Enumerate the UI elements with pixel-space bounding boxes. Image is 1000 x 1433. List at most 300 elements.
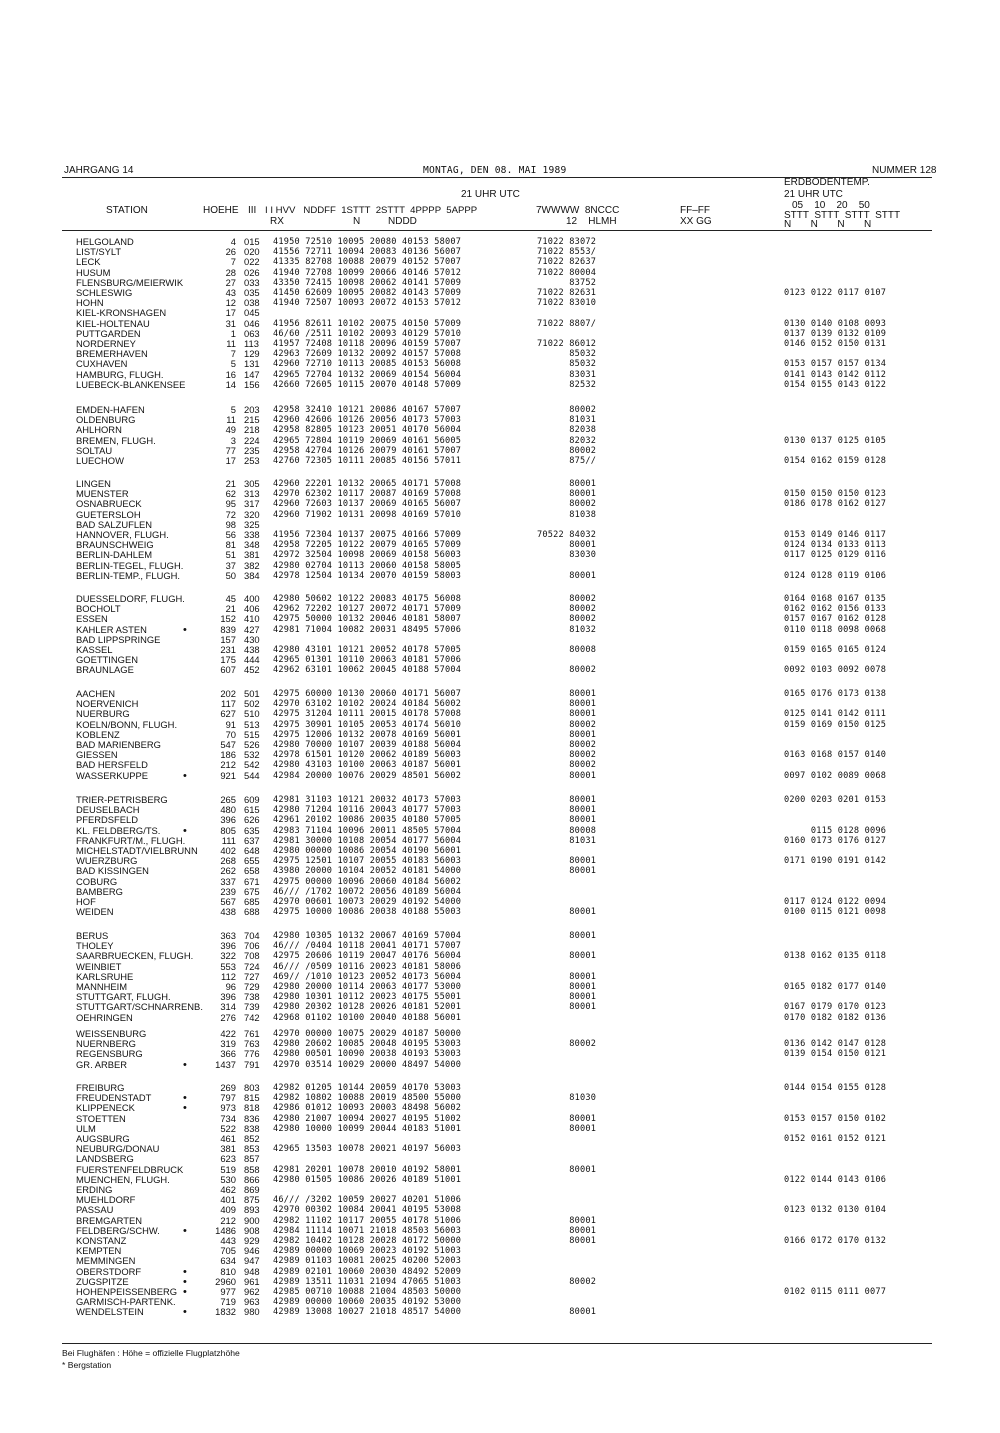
synop-extra: 80001 bbox=[537, 489, 597, 500]
station-name: PUTTGARDEN bbox=[76, 327, 141, 339]
station-name: NUERNBERG bbox=[76, 1038, 136, 1050]
soil-temps: 0130 0137 0125 0105 bbox=[784, 435, 887, 446]
station-id: 947 bbox=[244, 1255, 260, 1267]
synop-groups: 42965 72804 10119 20069 40161 56005 bbox=[273, 435, 462, 446]
soil-temps: 0100 0115 0121 0098 bbox=[784, 907, 887, 918]
synop-groups: 42963 72609 10132 20092 40157 57008 bbox=[273, 349, 462, 360]
station-height: 56 bbox=[225, 529, 236, 540]
table-row bbox=[0, 972, 1000, 982]
station-height: 21 bbox=[225, 478, 236, 489]
station-name: GR. ARBER bbox=[76, 1058, 128, 1070]
synop-groups: 42975 00000 10096 20060 40184 56002 bbox=[273, 876, 462, 887]
table-row bbox=[0, 1124, 1000, 1134]
soil-temps: 0122 0144 0143 0106 bbox=[784, 1174, 887, 1185]
station-id: 156 bbox=[244, 378, 260, 390]
station-height: 462 bbox=[220, 1184, 236, 1195]
station-height: 77 bbox=[225, 444, 236, 456]
synop-extra: 80008 bbox=[537, 645, 597, 655]
synop-extra: 83031 bbox=[537, 369, 597, 380]
station-height: 480 bbox=[220, 804, 236, 816]
table-row bbox=[0, 750, 1000, 760]
synop-groups: 42981 31103 10121 20032 40173 57003 bbox=[273, 795, 462, 805]
station-id: 147 bbox=[244, 368, 260, 380]
station-height: 28 bbox=[225, 266, 236, 278]
station-id: 980 bbox=[244, 1306, 260, 1318]
synop-groups: 42962 63101 10062 20045 40188 57004 bbox=[273, 665, 462, 676]
station-height: 522 bbox=[220, 1122, 236, 1134]
synop-groups: 42980 21007 10094 20027 40195 51002 bbox=[273, 1113, 462, 1124]
soil-temps: 0166 0172 0170 0132 bbox=[784, 1236, 887, 1246]
synop-groups: 42982 11102 10117 20055 40178 51006 bbox=[273, 1215, 462, 1226]
station-id: 026 bbox=[244, 266, 260, 278]
soil-temps: 0200 0203 0201 0153 bbox=[784, 795, 887, 805]
station-id: 761 bbox=[244, 1028, 260, 1039]
synop-groups: 42984 20000 10076 20029 48501 56002 bbox=[273, 770, 462, 781]
station-id: 046 bbox=[244, 317, 260, 329]
time-label: 21 UHR UTC bbox=[461, 189, 520, 200]
station-height: 438 bbox=[220, 906, 236, 918]
table-row bbox=[0, 1246, 1000, 1256]
synop-extra: 80001 bbox=[537, 540, 597, 551]
station-height: 734 bbox=[220, 1112, 236, 1124]
synop-extra: 82532 bbox=[537, 379, 597, 390]
station-name: AACHEN bbox=[76, 688, 116, 699]
station-height: 839 bbox=[220, 623, 236, 635]
synop-extra: 80001 bbox=[537, 951, 597, 962]
synop-groups: 42970 00302 10084 20041 40195 53008 bbox=[273, 1205, 462, 1216]
station-name: GIESSEN bbox=[76, 749, 118, 761]
table-row bbox=[0, 319, 1000, 329]
synop-groups: 46/// /0404 10118 20041 40171 57007 bbox=[273, 941, 462, 952]
station-name: WASSERKUPPE bbox=[76, 769, 149, 781]
synop-groups: 42968 01102 10100 20040 40188 56001 bbox=[273, 1012, 462, 1023]
synop-extra: 80001 bbox=[537, 1164, 597, 1175]
synop-extra: 80002 bbox=[537, 760, 597, 771]
station-id: 382 bbox=[244, 559, 260, 571]
table-row bbox=[0, 380, 1000, 390]
synop-groups: 42980 10301 10112 20023 40175 55001 bbox=[273, 992, 462, 1003]
station-height: 17 bbox=[225, 455, 236, 466]
station-height: 96 bbox=[225, 981, 236, 992]
station-height: 2960 bbox=[215, 1275, 236, 1287]
station-id: 313 bbox=[244, 488, 260, 500]
station-name: BREMEN, FLUGH. bbox=[76, 434, 156, 446]
erd-codes: STTT STTT STTT STTT bbox=[784, 210, 901, 221]
synop-extra: 80001 bbox=[537, 992, 597, 1003]
station-id: 218 bbox=[244, 424, 260, 436]
station-id: 858 bbox=[244, 1163, 260, 1175]
table-row bbox=[0, 1226, 1000, 1236]
station-name: BERLIN-TEMP., FLUGH. bbox=[76, 569, 181, 581]
station-name: ERDING bbox=[76, 1184, 113, 1195]
col-12-hlmh: 12 HLMH bbox=[566, 216, 617, 227]
station-height: 322 bbox=[220, 950, 236, 962]
synop-groups: 42975 10000 10086 20038 40188 55003 bbox=[273, 907, 462, 918]
station-height: 810 bbox=[220, 1265, 236, 1277]
station-height: 276 bbox=[220, 1011, 236, 1023]
station-height: 319 bbox=[220, 1038, 236, 1050]
synop-groups: 41335 82708 10088 20079 40152 57007 bbox=[273, 257, 462, 268]
synop-extra: 85032 bbox=[537, 359, 597, 370]
station-height: 1437 bbox=[215, 1058, 236, 1070]
station-id: 131 bbox=[244, 358, 260, 370]
station-height: 51 bbox=[225, 549, 236, 561]
station-id: 501 bbox=[244, 688, 260, 699]
station-id: 038 bbox=[244, 297, 260, 309]
synop-groups: 42981 30000 10108 20054 40177 56004 bbox=[273, 835, 462, 846]
station-name: NUERBURG bbox=[76, 708, 130, 720]
station-height: 530 bbox=[220, 1173, 236, 1185]
station-height: 705 bbox=[220, 1245, 236, 1257]
station-name: COBURG bbox=[76, 875, 118, 887]
station-id: 515 bbox=[244, 728, 260, 740]
station-height: 7 bbox=[230, 256, 236, 268]
synop-extra: 80002 bbox=[537, 719, 597, 730]
station-name: NORDERNEY bbox=[76, 338, 136, 349]
soil-temps: 0124 0128 0119 0106 bbox=[784, 570, 887, 581]
synop-groups: 42960 72603 10137 20069 40165 56007 bbox=[273, 499, 462, 510]
soil-temps: 0154 0162 0159 0128 bbox=[784, 456, 887, 466]
station-height: 363 bbox=[220, 930, 236, 941]
station-id: 253 bbox=[244, 455, 260, 466]
station-name: KOELN/BONN, FLUGH. bbox=[76, 718, 178, 730]
station-height: 262 bbox=[220, 865, 236, 877]
table-row bbox=[0, 1029, 1000, 1039]
station-id: 648 bbox=[244, 845, 260, 856]
table-row bbox=[0, 866, 1000, 876]
table-row bbox=[0, 257, 1000, 267]
station-height: 45 bbox=[225, 593, 236, 604]
station-name: STOETTEN bbox=[76, 1112, 126, 1124]
table-row bbox=[0, 771, 1000, 781]
station-id: 430 bbox=[244, 633, 260, 645]
table-row bbox=[0, 604, 1000, 614]
soil-temps: 0137 0139 0132 0109 bbox=[784, 328, 887, 339]
station-name: LINGEN bbox=[76, 478, 111, 489]
station-name: BERLIN-DAHLEM bbox=[76, 549, 153, 561]
station-height: 461 bbox=[220, 1133, 236, 1144]
synop-extra: 80001 bbox=[537, 971, 597, 982]
synop-extra: 81032 bbox=[537, 624, 597, 635]
synop-extra: 71022 8807/ bbox=[537, 318, 597, 329]
table-row bbox=[0, 1256, 1000, 1266]
col-station: STATION bbox=[106, 205, 148, 216]
synop-extra: 80002 bbox=[537, 604, 597, 615]
table-row bbox=[0, 1060, 1000, 1070]
table-row bbox=[0, 237, 1000, 247]
synop-groups: 41950 72510 10095 20080 40153 58007 bbox=[273, 237, 462, 247]
table-row bbox=[0, 594, 1000, 604]
station-id: 818 bbox=[244, 1102, 260, 1114]
station-name: OBERSTDORF bbox=[76, 1265, 142, 1277]
station-height: 239 bbox=[220, 885, 236, 897]
table-row bbox=[0, 846, 1000, 856]
table-row bbox=[0, 1013, 1000, 1023]
station-id: 235 bbox=[244, 444, 260, 456]
station-name: BOCHOLT bbox=[76, 603, 121, 615]
station-id: 320 bbox=[244, 508, 260, 520]
synop-extra: 71022 82631 bbox=[537, 288, 597, 298]
station-height: 921 bbox=[220, 769, 236, 781]
station-name: KASSEL bbox=[76, 644, 113, 655]
station-id: 113 bbox=[244, 338, 259, 349]
station-name: BAD MARIENBERG bbox=[76, 739, 161, 750]
station-id: 729 bbox=[244, 981, 260, 992]
station-name: STUTTGART, FLUGH. bbox=[76, 991, 171, 1003]
synop-groups: 42965 13503 10078 20021 40197 56003 bbox=[273, 1144, 462, 1155]
col-xxgg: XX GG bbox=[680, 216, 712, 227]
station-name: BAD HERSFELD bbox=[76, 759, 148, 771]
mountain-station-marker: • bbox=[183, 1102, 187, 1115]
table-row bbox=[0, 349, 1000, 359]
table-row bbox=[0, 1297, 1000, 1307]
station-name: AUGSBURG bbox=[76, 1133, 130, 1144]
footnote-mountain: * Bergstation bbox=[62, 1360, 112, 1370]
synop-extra: 80001 bbox=[537, 1307, 597, 1318]
col-n: N bbox=[353, 216, 361, 227]
synop-extra: 71022 83010 bbox=[537, 298, 597, 309]
synop-groups: 42980 70000 10107 20039 40188 56004 bbox=[273, 740, 462, 750]
station-id: 791 bbox=[244, 1058, 260, 1070]
soil-temps: 0170 0182 0182 0136 bbox=[784, 1012, 887, 1023]
station-name: BRAUNSCHWEIG bbox=[76, 539, 154, 551]
station-height: 269 bbox=[220, 1082, 236, 1093]
station-height: 627 bbox=[220, 708, 236, 720]
station-name: EMDEN-HAFEN bbox=[76, 404, 145, 415]
synop-extra: 80001 bbox=[537, 570, 597, 581]
station-height: 5 bbox=[230, 358, 236, 370]
station-name: BAD KISSINGEN bbox=[76, 865, 149, 877]
station-height: 396 bbox=[220, 940, 236, 952]
station-height: 3 bbox=[230, 434, 236, 446]
station-id: 875 bbox=[244, 1194, 260, 1206]
soil-temps: 0117 0125 0129 0116 bbox=[784, 550, 887, 561]
synop-groups: 42965 01301 10110 20063 40181 57006 bbox=[273, 655, 462, 666]
col-code2: 7WWWW 8NCCC bbox=[536, 205, 620, 216]
table-row bbox=[0, 247, 1000, 257]
station-name: MUENSTER bbox=[76, 488, 129, 500]
synop-groups: 42975 31204 10111 20015 40178 57008 bbox=[273, 709, 462, 720]
synop-extra: 80002 bbox=[537, 445, 597, 456]
station-name: KEMPTEN bbox=[76, 1245, 122, 1257]
station-height: 31 bbox=[225, 317, 236, 329]
synop-extra: 80001 bbox=[537, 907, 597, 918]
station-id: 738 bbox=[244, 991, 260, 1003]
table-row bbox=[0, 308, 1000, 318]
station-id: 929 bbox=[244, 1235, 260, 1246]
mountain-station-marker: • bbox=[183, 1092, 187, 1105]
station-id: 963 bbox=[244, 1296, 260, 1308]
station-name: WEINBIET bbox=[76, 960, 122, 972]
station-height: 70 bbox=[225, 728, 236, 740]
station-id: 704 bbox=[244, 930, 260, 941]
station-id: 727 bbox=[244, 970, 260, 982]
station-height: 43 bbox=[225, 287, 236, 298]
station-name: MANNHEIM bbox=[76, 981, 128, 992]
station-height: 91 bbox=[225, 718, 236, 730]
synop-groups: 42958 42704 10126 20079 40161 57007 bbox=[273, 445, 462, 456]
table-row bbox=[0, 645, 1000, 655]
station-height: 95 bbox=[225, 498, 236, 510]
station-id: 532 bbox=[244, 749, 260, 761]
table-row bbox=[0, 1307, 1000, 1317]
table-row bbox=[0, 329, 1000, 339]
station-name: REGENSBURG bbox=[76, 1048, 143, 1060]
synop-groups: 42980 00501 10090 20038 40193 53003 bbox=[273, 1049, 462, 1060]
station-name: HANNOVER, FLUGH. bbox=[76, 529, 169, 540]
station-id: 381 bbox=[244, 549, 260, 561]
station-id: 724 bbox=[244, 960, 260, 972]
station-height: 202 bbox=[220, 688, 236, 699]
synop-extra: 80001 bbox=[537, 1236, 597, 1246]
synop-groups: 42980 43101 10121 20052 40178 57005 bbox=[273, 645, 462, 655]
table-row bbox=[0, 760, 1000, 770]
table-row bbox=[0, 720, 1000, 730]
station-height: 553 bbox=[220, 960, 236, 972]
synop-groups: 42958 32410 10121 20086 40167 57007 bbox=[273, 405, 462, 415]
station-height: 81 bbox=[225, 539, 236, 551]
soil-temps: 0159 0169 0150 0125 bbox=[784, 719, 887, 730]
station-id: 305 bbox=[244, 478, 260, 489]
synop-groups: 43350 72415 10098 20062 40141 57009 bbox=[273, 277, 462, 288]
col-ff: FF–FF bbox=[680, 205, 710, 216]
station-name: ESSEN bbox=[76, 613, 108, 625]
col-nddd: NDDD bbox=[388, 216, 417, 227]
station-id: 866 bbox=[244, 1173, 260, 1185]
synop-groups: 42975 20606 10119 20047 40176 56004 bbox=[273, 951, 462, 962]
jahrgang-label: JAHRGANG 14 bbox=[64, 165, 134, 176]
station-height: 265 bbox=[220, 794, 236, 805]
station-height: 186 bbox=[220, 749, 236, 761]
date-label: MONTAG, DEN 08. MAI 1989 bbox=[423, 165, 567, 176]
station-name: TRIER-PETRISBERG bbox=[76, 794, 168, 805]
soil-temps: 0154 0155 0143 0122 bbox=[784, 379, 887, 390]
synop-groups: 42970 00000 10075 20029 40187 50000 bbox=[273, 1029, 462, 1039]
station-id: 706 bbox=[244, 940, 260, 952]
station-height: 157 bbox=[220, 633, 236, 645]
station-name: GOETTINGEN bbox=[76, 654, 138, 666]
synop-extra: 80002 bbox=[537, 1276, 597, 1287]
station-height: 37 bbox=[225, 559, 236, 571]
synop-extra: 80008 bbox=[537, 825, 597, 836]
station-id: 946 bbox=[244, 1245, 260, 1257]
synop-groups: 42980 10305 10132 20067 40169 57004 bbox=[273, 931, 462, 941]
table-row bbox=[0, 795, 1000, 805]
synop-groups: 42972 32504 10098 20069 40158 56003 bbox=[273, 550, 462, 561]
synop-extra: 80001 bbox=[537, 856, 597, 867]
table-row bbox=[0, 1205, 1000, 1215]
station-height: 443 bbox=[220, 1235, 236, 1246]
table-row bbox=[0, 1195, 1000, 1205]
soil-temps: 0115 0128 0096 bbox=[784, 825, 887, 836]
station-height: 21 bbox=[225, 603, 236, 615]
station-id: 853 bbox=[244, 1143, 260, 1155]
synop-extra: 81031 bbox=[537, 835, 597, 846]
soil-temps: 0102 0115 0111 0077 bbox=[784, 1287, 887, 1297]
station-name: FREUDENSTADT bbox=[76, 1092, 152, 1104]
station-id: 384 bbox=[244, 569, 260, 581]
table-row bbox=[0, 856, 1000, 866]
soil-temps: 0144 0154 0155 0128 bbox=[784, 1083, 887, 1093]
station-height: 7 bbox=[230, 348, 236, 360]
soil-temps: 0141 0143 0142 0112 bbox=[784, 369, 887, 380]
station-height: 396 bbox=[220, 991, 236, 1003]
table-row bbox=[0, 288, 1000, 298]
soil-temps: 0186 0178 0162 0127 bbox=[784, 499, 887, 510]
table-row bbox=[0, 1267, 1000, 1277]
station-id: 129 bbox=[244, 348, 260, 360]
synop-extra: 80001 bbox=[537, 689, 597, 699]
synop-extra: 80001 bbox=[537, 1002, 597, 1013]
synop-extra: 80001 bbox=[537, 931, 597, 941]
synop-groups: 42989 13008 10027 21018 48517 54000 bbox=[273, 1307, 462, 1318]
mountain-station-marker: • bbox=[183, 1224, 187, 1237]
table-row bbox=[0, 665, 1000, 675]
station-id: 022 bbox=[244, 256, 260, 268]
station-height: 152 bbox=[220, 613, 236, 625]
station-height: 719 bbox=[220, 1296, 236, 1308]
soil-temps: 0136 0142 0147 0128 bbox=[784, 1039, 887, 1050]
station-name: THOLEY bbox=[76, 940, 114, 952]
station-height: 402 bbox=[220, 845, 236, 856]
synop-groups: 41940 72507 10093 20072 40153 57012 bbox=[273, 298, 462, 309]
table-row bbox=[0, 1039, 1000, 1049]
station-name: FRANKFURT/M., FLUGH. bbox=[76, 834, 186, 846]
station-name: BERUS bbox=[76, 930, 109, 941]
station-id: 544 bbox=[244, 769, 260, 781]
table-row bbox=[0, 689, 1000, 699]
synop-extra: 80002 bbox=[537, 665, 597, 676]
synop-groups: 42986 01012 10093 20003 48498 56002 bbox=[273, 1103, 462, 1114]
station-name: MEMMINGEN bbox=[76, 1255, 136, 1267]
station-height: 117 bbox=[221, 698, 236, 710]
station-height: 973 bbox=[220, 1102, 236, 1114]
table-row bbox=[0, 1175, 1000, 1185]
station-id: 410 bbox=[244, 613, 260, 625]
station-height: 623 bbox=[220, 1153, 236, 1165]
station-name: CUXHAVEN bbox=[76, 358, 128, 370]
synop-extra: 875// bbox=[537, 456, 597, 466]
soil-temps: 0097 0102 0089 0068 bbox=[784, 770, 887, 781]
station-height: 401 bbox=[220, 1194, 236, 1206]
station-name: KIEL-KRONSHAGEN bbox=[76, 307, 167, 319]
synop-extra: 80001 bbox=[537, 770, 597, 781]
station-id: 852 bbox=[244, 1133, 260, 1144]
soil-temps: 0125 0141 0142 0111 bbox=[784, 709, 887, 720]
station-id: 763 bbox=[244, 1038, 260, 1050]
col-rx: RX bbox=[270, 216, 284, 227]
station-id: 948 bbox=[244, 1265, 260, 1277]
synop-groups: 46/// /3202 10059 20027 40201 51006 bbox=[273, 1195, 462, 1206]
synop-groups: 42985 00710 10088 21004 48503 50000 bbox=[273, 1287, 462, 1297]
station-height: 314 bbox=[220, 1001, 236, 1013]
soil-temps: 0165 0182 0177 0140 bbox=[784, 982, 887, 992]
synop-extra: 70522 84032 bbox=[537, 530, 597, 540]
synop-extra: 80001 bbox=[537, 709, 597, 720]
station-id: 325 bbox=[244, 518, 260, 530]
synop-groups: 42980 71204 10116 20043 40177 57003 bbox=[273, 805, 462, 816]
station-height: 366 bbox=[220, 1048, 236, 1060]
synop-extra: 71022 82637 bbox=[537, 257, 597, 268]
synop-groups: 42970 03514 10029 20000 48497 54000 bbox=[273, 1059, 462, 1070]
synop-groups: 43980 20000 10104 20052 40181 54000 bbox=[273, 866, 462, 877]
synop-groups: 42989 01103 10081 20025 40200 52003 bbox=[273, 1256, 462, 1267]
synop-groups: 42980 02704 10113 20060 40158 58005 bbox=[273, 560, 462, 571]
synop-groups: 42980 01505 10086 20026 40189 51001 bbox=[273, 1174, 462, 1185]
station-name: LUEBECK-BLANKENSEE bbox=[76, 378, 186, 390]
erd-time: 21 UHR UTC bbox=[784, 189, 843, 200]
station-id: 510 bbox=[244, 708, 260, 720]
